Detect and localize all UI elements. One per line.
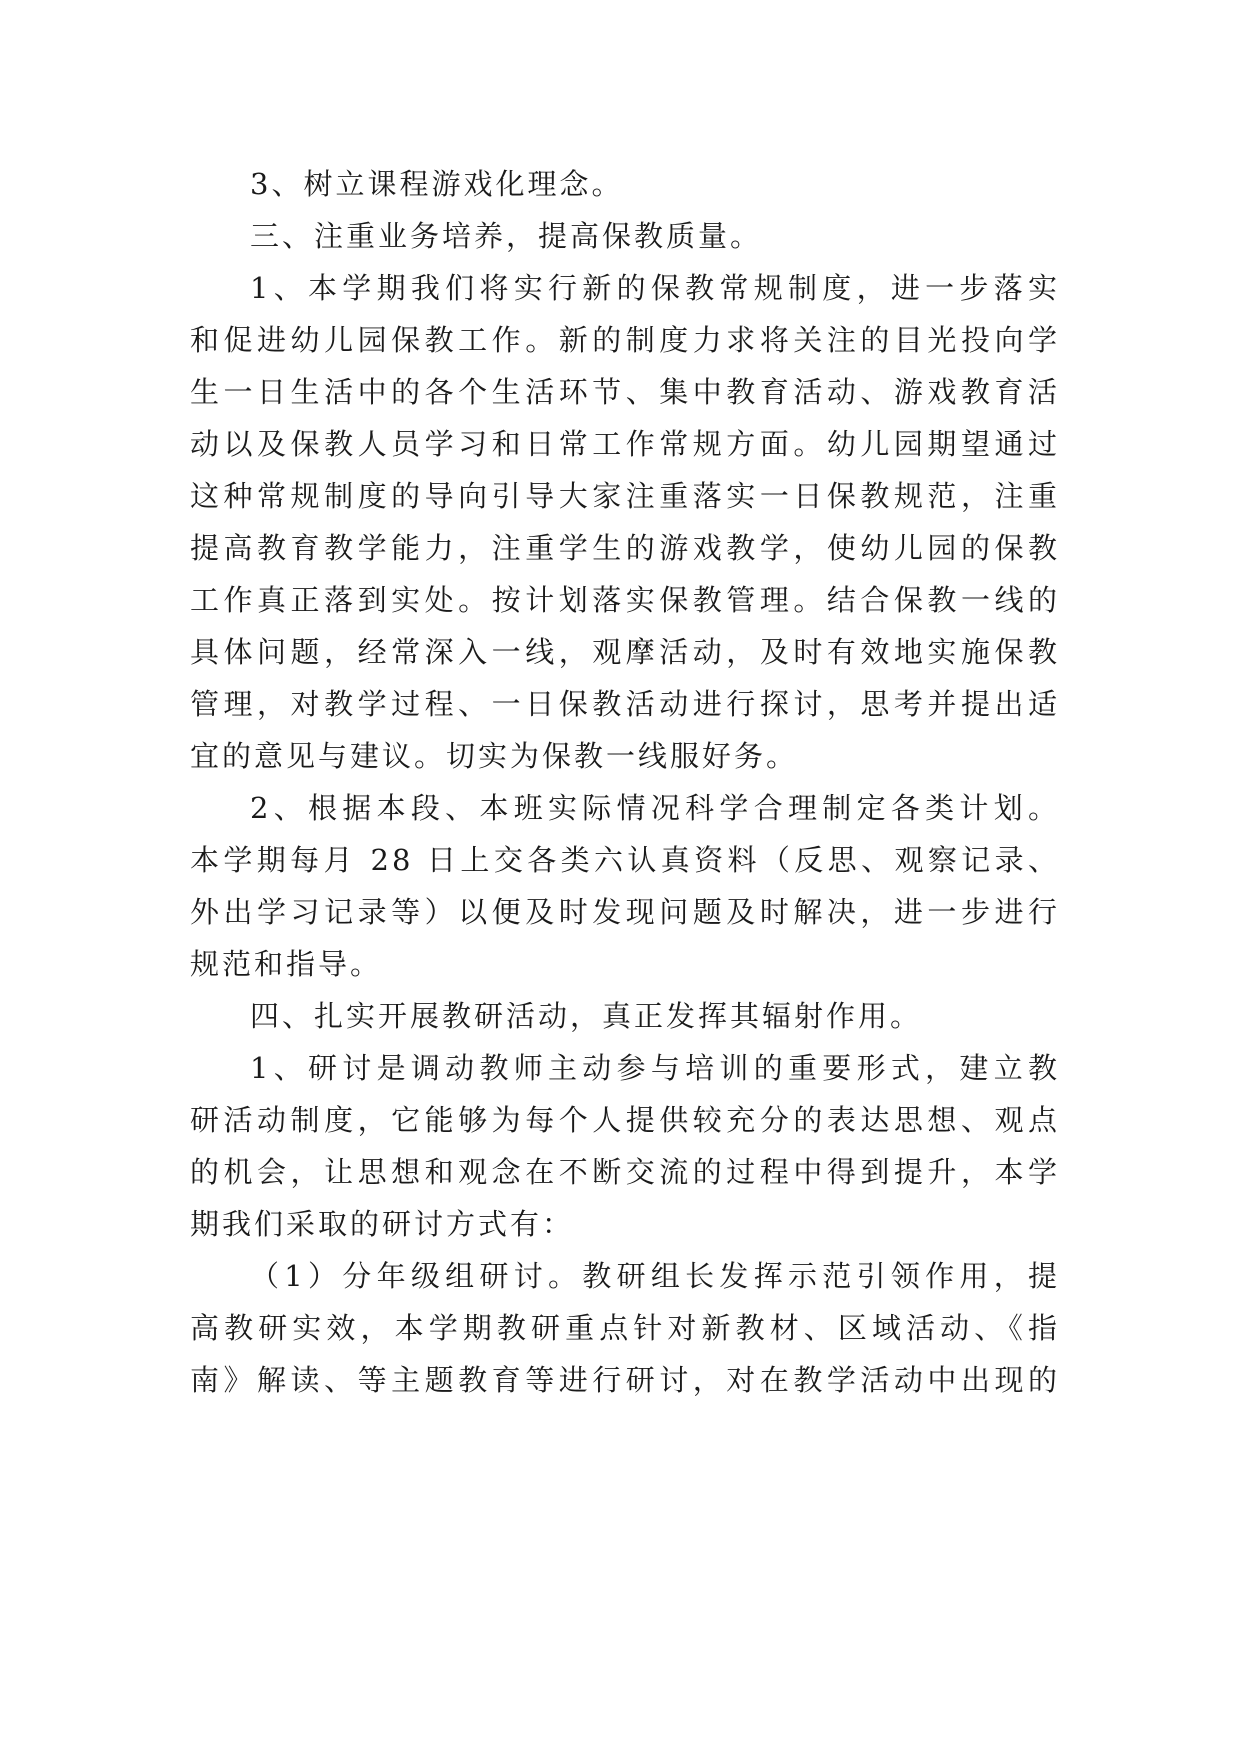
text-line: 工作真正落到实处。按计划落实保教管理。结合保教一线的 (190, 583, 1060, 617)
text-line: 宜的意见与建议。切实为保教一线服好务。 (190, 739, 799, 773)
text-line: 期我们采取的研讨方式有： (190, 1207, 575, 1241)
text-line: 3、树立课程游戏化理念。 (250, 167, 624, 201)
text-line: 本学期每月 28 日上交各类六认真资料（反思、观察记录、 (190, 843, 1060, 877)
text-line: 2、根据本段、本班实际情况科学合理制定各类计划。 (250, 791, 1060, 825)
text-line: 这种常规制度的导向引导大家注重落实一日保教规范，注重 (190, 479, 1060, 513)
text-line: 管理，对教学过程、一日保教活动进行探讨，思考并提出适 (190, 687, 1060, 721)
text-line: 动以及保教人员学习和日常工作常规方面。幼儿园期望通过 (190, 427, 1060, 461)
text-line: 1、研讨是调动教师主动参与培训的重要形式，建立教 (250, 1051, 1060, 1085)
section-heading: 三、注重业务培养，提高保教质量。 (250, 219, 763, 253)
text-line: 南》解读、等主题教育等进行研讨，对在教学活动中出现的 (190, 1363, 1060, 1397)
text-line: 和促进幼儿园保教工作。新的制度力求将关注的目光投向学 (190, 323, 1060, 357)
text-line: 研活动制度，它能够为每个人提供较充分的表达思想、观点 (190, 1103, 1060, 1137)
text-line: 规范和指导。 (190, 947, 383, 981)
text-line: （1）分年级组研讨。教研组长发挥示范引领作用，提 (250, 1259, 1060, 1293)
document-body (190, 158, 1060, 1406)
text-line: 生一日生活中的各个生活环节、集中教育活动、游戏教育活 (190, 375, 1060, 409)
text-line: 具体问题，经常深入一线，观摩活动，及时有效地实施保教 (190, 635, 1060, 669)
text-line: 外出学习记录等）以便及时发现问题及时解决，进一步进行 (190, 895, 1060, 929)
text-line: 的机会，让思想和观念在不断交流的过程中得到提升，本学 (190, 1155, 1060, 1189)
text-line: 高教研实效，本学期教研重点针对新教材、区域活动、《指 (190, 1311, 1060, 1345)
text-line: 提高教育教学能力，注重学生的游戏教学，使幼儿园的保教 (190, 531, 1060, 565)
section-heading: 四、扎实开展教研活动，真正发挥其辐射作用。 (250, 999, 923, 1033)
text-line: 1、本学期我们将实行新的保教常规制度，进一步落实 (250, 271, 1060, 305)
